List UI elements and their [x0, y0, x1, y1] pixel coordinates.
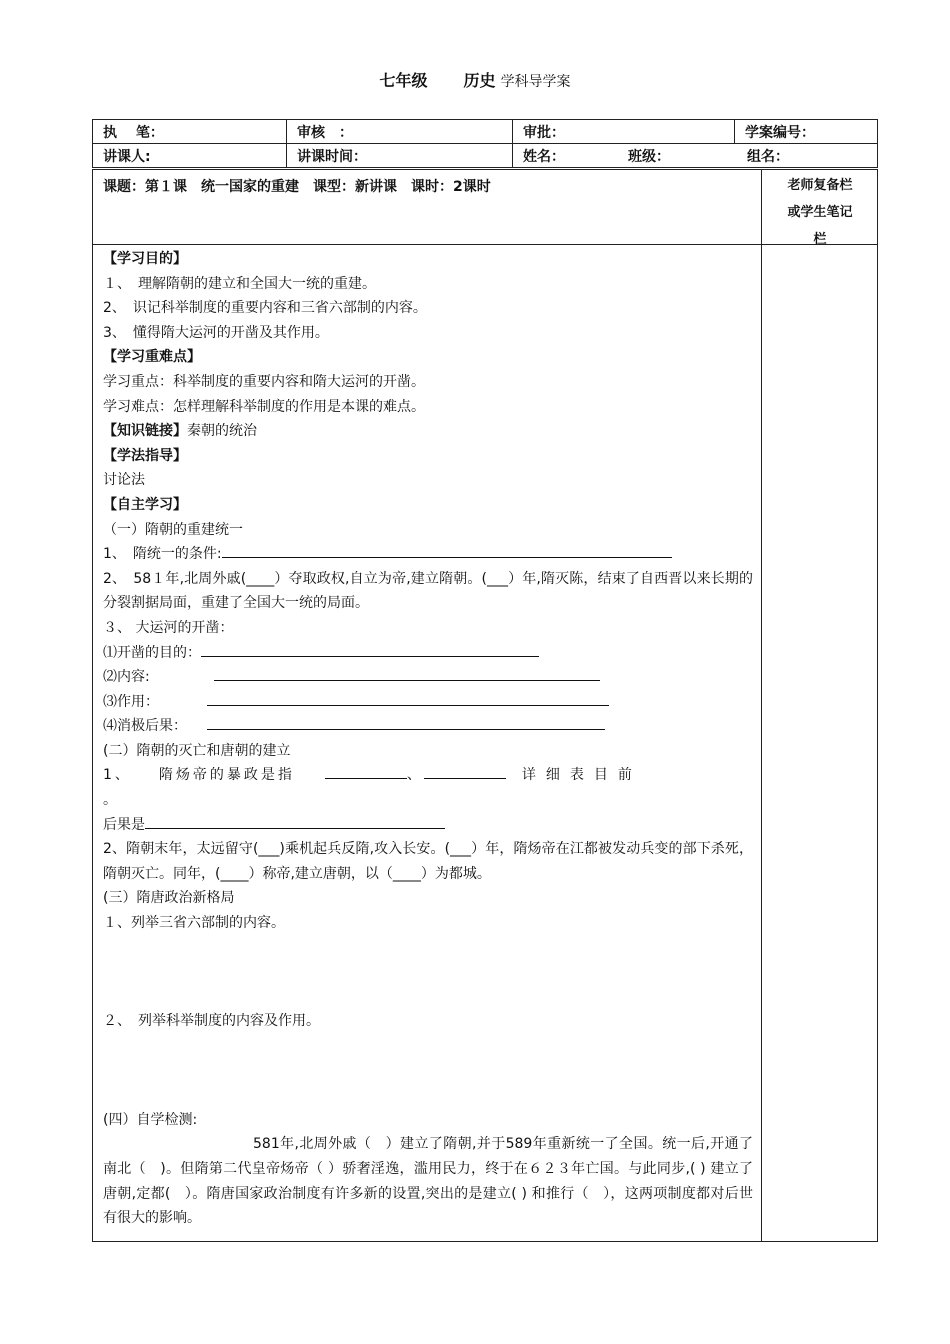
canal-content — [103, 665, 753, 690]
header-row-2 — [93, 144, 878, 168]
imperial-exam-question: ２、 列举科举制度的内容及作用。 — [103, 1013, 320, 1030]
unification-answer-blank[interactable] — [222, 543, 672, 558]
part-1-heading: （一）隋朝的重建统一 — [103, 521, 243, 538]
unification-question-label: 1、 隋统一的条件: — [103, 546, 222, 563]
difficult-point: 学习难点：怎样理解科举制度的作用是本课的难点。 — [103, 398, 425, 415]
tang-founding-question: 2、隋朝末年，太远留守(___)乘机起兵反隋,攻入长安。(___）年，隋炀帝在江都被发动兵变的部下杀死，隋朝灭亡。同年，(____）称帝,建立唐朝，以（____）为都城。 — [103, 841, 753, 882]
key-point: 学习重点：科举制度的重要内容和隋大运河的开凿。 — [103, 373, 425, 390]
approver-field: 审批： — [513, 120, 735, 144]
consequence-label: 后果是 — [103, 816, 145, 833]
canal-purpose — [103, 641, 753, 666]
canal-content-blank[interactable] — [214, 666, 600, 681]
lecture-time-field: 讲课时间： — [287, 144, 513, 168]
tyranny-question — [103, 763, 753, 788]
title-subject: 历史 — [463, 71, 496, 90]
method-text: 讨论法 — [103, 472, 145, 489]
tyranny-question-label: 1、 隋炀帝的暴政是指 — [103, 767, 295, 784]
canal-negative-label: ⑷消极后果： — [103, 718, 187, 735]
notes-heading-line-1: 老师复备栏 — [787, 178, 853, 193]
canal-heading: ３、 大运河的开凿： — [103, 619, 234, 636]
consequence-question — [103, 813, 753, 838]
canal-negative — [103, 714, 753, 739]
goal-3: 3、 懂得隋大运河的开凿及其作用。 — [103, 324, 329, 341]
part-3-heading: (三）隋唐政治新格局 — [103, 890, 235, 907]
part-4-heading: (四）自学检测: — [103, 1111, 198, 1128]
founding-question: 2、 58１年,北周外戚(____）夺取政权,自立为帝,建立隋朝。(___）年,隋灭陈，结束了自西晋以来长期的分裂割据局面，重建了全国大一统的局面。 — [103, 570, 753, 612]
goal-2: 2、 识记科举制度的重要内容和三省六部制的内容。 — [103, 300, 427, 317]
notes-heading-line-2: 或学生笔记 — [787, 205, 853, 220]
knowledge-link-heading: 【知识链接】 — [103, 423, 187, 440]
canal-effect — [103, 690, 753, 715]
header-row-1 — [93, 120, 878, 144]
knowledge-link — [103, 419, 753, 444]
self-study-heading: 【自主学习】 — [103, 496, 187, 513]
topic-divider — [93, 244, 877, 245]
lesson-topic: 课题：第１课 统一国家的重建 课型：新讲课 课时：2课时 — [103, 179, 491, 195]
canal-content-label: ⑵内容: — [103, 669, 150, 686]
method-heading: 【学法指导】 — [103, 447, 187, 464]
page-title — [0, 70, 950, 93]
unification-question — [103, 542, 753, 567]
title-suffix: 学科导学案 — [500, 74, 571, 90]
worksheet-content — [103, 247, 753, 1231]
part-2-heading: (二）隋朝的灭亡和唐朝的建立 — [103, 742, 291, 759]
tyranny-blank-2[interactable] — [424, 764, 506, 779]
notes-column-heading — [762, 172, 878, 253]
key-points-heading: 【学习重难点】 — [103, 349, 201, 366]
canal-negative-blank[interactable] — [207, 715, 605, 730]
tyranny-blank-1[interactable] — [325, 764, 407, 779]
goal-1: １、 理解隋朝的建立和全国大一统的重建。 — [103, 275, 376, 292]
consequence-blank[interactable] — [145, 814, 445, 829]
tyranny-end: 。 — [103, 792, 117, 809]
tyranny-question-tail: 详细表目前 — [521, 767, 642, 784]
worksheet-body — [92, 169, 878, 1242]
title-grade: 七年级 — [379, 71, 428, 90]
reviewer-field: 审核 ： — [287, 120, 513, 144]
self-check-paragraph: 581年,北周外戚（ ）建立了隋朝,并于589年重新统一了全国。统一后,开通了南北（ )。但隋第二代皇帝炀帝（ ）骄奢淫逸，滥用民力，终于在６２３年亡国。与此同步,( ) 建立了唐朝,定都( ）。隋唐国家政治制度有许多新的设置,突出的是建立( ) 和推行（ ），这两项制度都对后世有很大的影响。 — [103, 1136, 753, 1227]
tyranny-separator: 、 — [406, 767, 424, 784]
lecturer-field: 讲课人: — [93, 144, 287, 168]
author-field: 执 笔： — [93, 120, 287, 144]
canal-purpose-blank[interactable] — [201, 642, 539, 657]
column-divider — [761, 170, 762, 1241]
plan-number-field: 学案编号： — [735, 120, 878, 144]
knowledge-link-text: 秦朝的统治 — [187, 423, 257, 440]
notes-heading-line-3: 栏 — [813, 232, 827, 247]
student-info-field: 姓名： 班级： 组名： — [513, 144, 878, 168]
canal-effect-label: ⑶作用： — [103, 693, 159, 710]
canal-effect-blank[interactable] — [207, 691, 609, 706]
three-departments-question: １、列举三省六部制的内容。 — [103, 915, 285, 932]
canal-purpose-label: ⑴开凿的目的： — [103, 644, 201, 661]
header-table — [92, 119, 878, 168]
goals-heading: 【学习目的】 — [103, 251, 187, 267]
